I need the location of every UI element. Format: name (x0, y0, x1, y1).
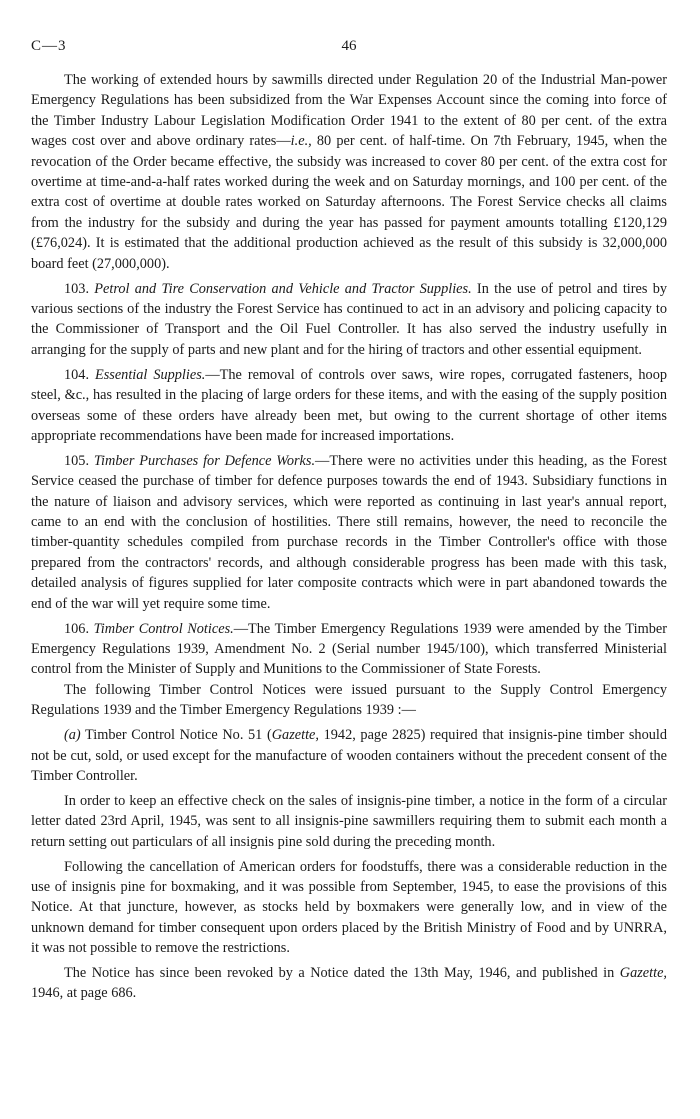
page-number: 46 (341, 38, 357, 54)
paragraph-revocation: The Notice has since been revoked by a Notice dated the 13th May, 1946, and published in Gazette, 1946, at page 686. (31, 965, 667, 1002)
paragraph-106: 106. Timber Control Notices.—The Timber Emergency Regulations 1939 were amended by the Timber Emergency Regulations 1939, Amendment No. 2 (Serial number 1945/100), which transferred Ministerial control from the Minister of Supply and Munitions to the Commissioner of State Forests. (31, 620, 667, 678)
document-page (31, 0, 668, 1002)
paragraph-subsidy: The working of extended hours by sawmills directed under Regulation 20 of the Industrial Man-power Emergency Regulations has been subsidized from the War Expenses Account since the coming into force of the Timber Industry Labour Legislation Modification Order 1941 to the extent of 80 per cent. of the extra wages cost over and above ordinary rates—i.e., 80 per cent. of half-time. On 7th February, 1945, when the revocation of the Order became effective, the subsidy was increased to cover 80 per cent. of the extra cost for overtime at time-and-a-half rates worked during the week and on Saturday mornings, and 100 per cent. of the extra cost of overtime at double rates worked on Saturday afternoons. The Forest Service checks all claims from the industry for the subsidy and during the year has passed for payment amounts totalling £120,129 (£76,024). It is estimated that the additional production achieved as the result of this subsidy is 32,000,000 board feet (27,000,000). (31, 72, 667, 272)
paragraph-circular-letter: In order to keep an effective check on the sales of insignis-pine timber, a notice in the form of a circular letter dated 23rd April, 1945, was sent to all insignis-pine sawmillers requiring them to submit each month a return setting out particulars of all insignis pine sold during the preceding month. (31, 792, 667, 850)
paragraph-following-notices: The following Timber Control Notices were issued pursuant to the Supply Control Emergency Regulations 1939 and the Timber Emergency Regulations 1939 :— (31, 681, 667, 719)
document-reference: C—3 (31, 38, 67, 54)
section-heading-106: Timber Control Notices. (93, 620, 234, 637)
body-text (31, 70, 667, 1008)
paragraph-104: 104. Essential Supplies.—The removal of controls over saws, wire ropes, corrugated fasteners, hoop steel, &c., has resulted in the placing of large orders for these items, and with the easing of the supply position overseas some of these orders have already been met, but owing to the current shortage of other items appropriate recommendations have been made for increased importations. (31, 366, 667, 444)
paragraph-notice-a: (a) Timber Control Notice No. 51 (Gazette, 1942, page 2825) required that insignis-pine timber should not be cut, sold, or used except for the manufacture of wooden containers without the precedent consent of the Timber Controller. (31, 727, 667, 784)
paragraph-105: 105. Timber Purchases for Defence Works.—There were no activities under this heading, as the Forest Service ceased the purchase of timber for defence purposes towards the end of 1943. Subsidiary functions in the nature of liaison and advisory services, which were reported as continuing in last year's annual report, came to an end with the conclusion of hostilities. There still remains, however, the need to reconcile the timber-quantity schedules compiled from purchase records in the Timber Controller's office with those prepared from the contractors' records, and although considerable progress has been made with this task, detailed analysis of figures supplied for later composite contracts which were in part abandoned towards the end of the war will yet require some time. (31, 452, 668, 612)
section-heading-104: Essential Supplies. (94, 366, 206, 383)
section-heading-105: Timber Purchases for Defence Works. (93, 452, 316, 469)
running-head (31, 0, 667, 54)
section-heading-103: Petrol and Tire Conservation and Vehicle and Tractor Supplies. (94, 280, 472, 297)
paragraph-103: 103. Petrol and Tire Conservation and Vehicle and Tractor Supplies. In the use of petrol and tires by various sections of the industry the Forest Service has continued to act in an advisory and policing capacity to the Commissioner of Transport and the Oil Fuel Controller. It has also served the industry usefully in arranging for the supply of parts and new plant and for the hiring of tractors and other essential equipment. (31, 280, 667, 358)
paragraph-cancellation: Following the cancellation of American orders for foodstuffs, there was a considerable reduction in the use of insignis pine for boxmaking, and it was possible from September, 1945, to ease the provisions of this Notice. At that juncture, however, as stocks held by boxmakers were generally low, and in view of the unknown demand for timber consequent upon orders placed by the British Ministry of Food and by UNRRA, it was not possible to remove the restrictions. (31, 858, 667, 957)
